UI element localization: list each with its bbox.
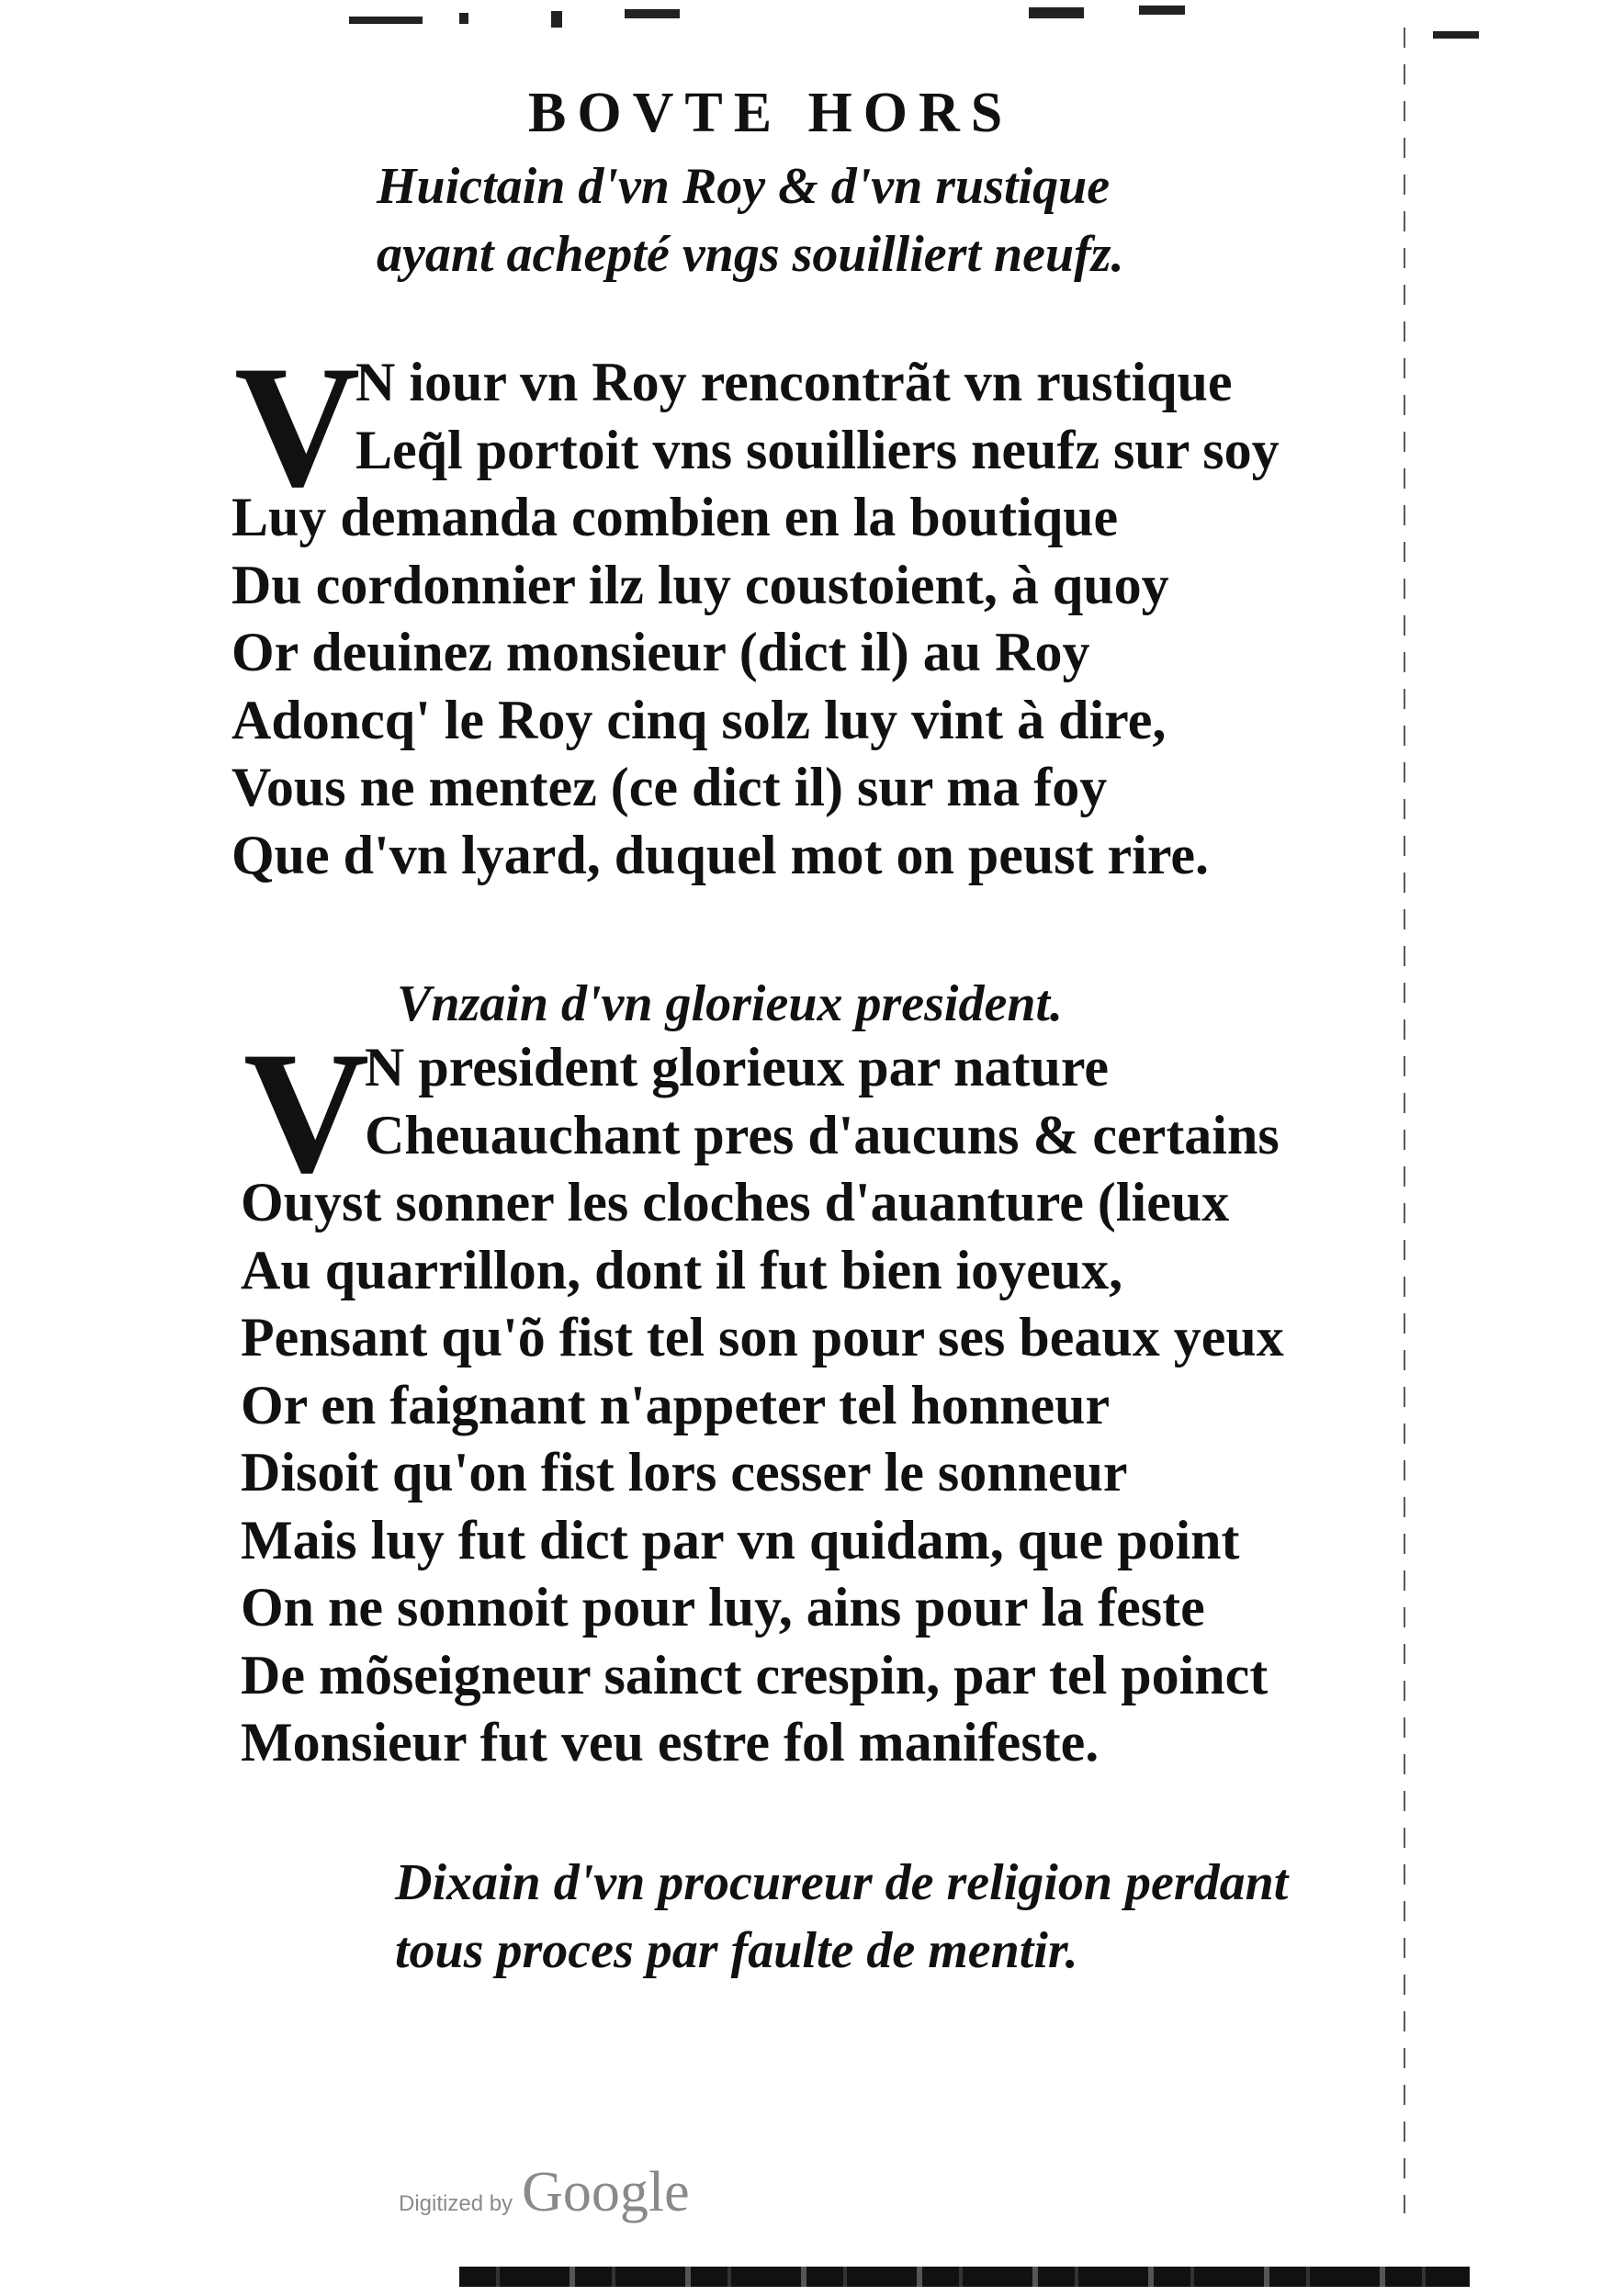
google-logo: Google	[522, 2161, 690, 2223]
smudge	[1433, 31, 1479, 39]
poem-2-body	[241, 1034, 1284, 1777]
digitized-watermark	[399, 2160, 690, 2224]
verse-line: De mõseigneur sainct crespin, par tel poinct	[241, 1644, 1269, 1705]
verse-line: Disoit qu'on fist lors cesser le sonneur	[241, 1442, 1128, 1503]
verse-line: Que d'vn lyard, duquel mot on peust rire.	[231, 824, 1210, 885]
verse-line: Luy demanda combien en la boutique	[231, 487, 1119, 547]
verse-line: Au quarrillon, dont il fut bien ioyeux,	[241, 1239, 1123, 1300]
verse-line: Monsieur fut veu estre fol manifeste.	[241, 1712, 1100, 1773]
verse-line: On ne sonnoit pour luy, ains pour la feste	[241, 1577, 1205, 1638]
poem-1-heading	[377, 154, 1124, 289]
verse-line: Or en faignant n'appeter tel honneur	[241, 1374, 1111, 1435]
heading-line: Huictain d'vn Roy & d'vn rustique	[377, 158, 1111, 215]
heading-line: tous proces par faulte de mentir.	[395, 1921, 1078, 1979]
smudge	[459, 13, 468, 24]
verse-line: Pensant qu'õ fist tel son pour ses beaux yeux	[241, 1307, 1284, 1367]
poem-1-body	[231, 349, 1280, 889]
smudge	[1029, 7, 1084, 18]
verse-line: Vous ne mentez (ce dict il) sur ma foy	[231, 757, 1108, 817]
verse-line: Cheuauchant pres d'aucuns & certains	[365, 1104, 1280, 1165]
verse-line: Ouyst sonner les cloches d'auanture (lieux	[241, 1172, 1230, 1232]
heading-line: ayant achepté vngs souilliert neufz.	[377, 225, 1124, 283]
verse-line: Mais luy fut dict par vn quidam, que point	[241, 1509, 1240, 1570]
verse-line: Du cordonnier ilz luy coustoient, à quoy	[231, 554, 1169, 615]
heading-line: Dixain d'vn procureur de religion perdant	[395, 1854, 1289, 1911]
smudge	[551, 11, 562, 28]
verse-line: N president glorieux par nature	[365, 1037, 1110, 1097]
poem-3-heading	[395, 1851, 1288, 1986]
watermark-prefix: Digitized by	[399, 2191, 513, 2216]
heading-line: Vnzain d'vn glorieux president.	[397, 975, 1064, 1032]
verse-line: N iour vn Roy rencontrãt vn rustique	[355, 352, 1233, 412]
ink-smudges-top	[349, 4, 1488, 40]
running-head: BOVTE HORS	[528, 82, 1014, 144]
smudge	[349, 17, 423, 24]
drop-cap: V	[234, 331, 361, 523]
verse-line: Adoncq' le Roy cinq solz luy vint à dire,	[231, 689, 1167, 750]
drop-cap: V	[243, 1017, 370, 1210]
ink-smudge-bottom	[459, 2267, 1470, 2287]
smudge	[1139, 6, 1185, 15]
verse-line: Or deuinez monsieur (dict il) au Roy	[231, 622, 1090, 682]
poem-2-heading	[397, 972, 1063, 1040]
page-edge-border	[1404, 28, 1405, 2213]
verse-line: Leq̃l portoit vns souilliers neufz sur soy	[355, 419, 1280, 480]
smudge	[625, 9, 680, 18]
